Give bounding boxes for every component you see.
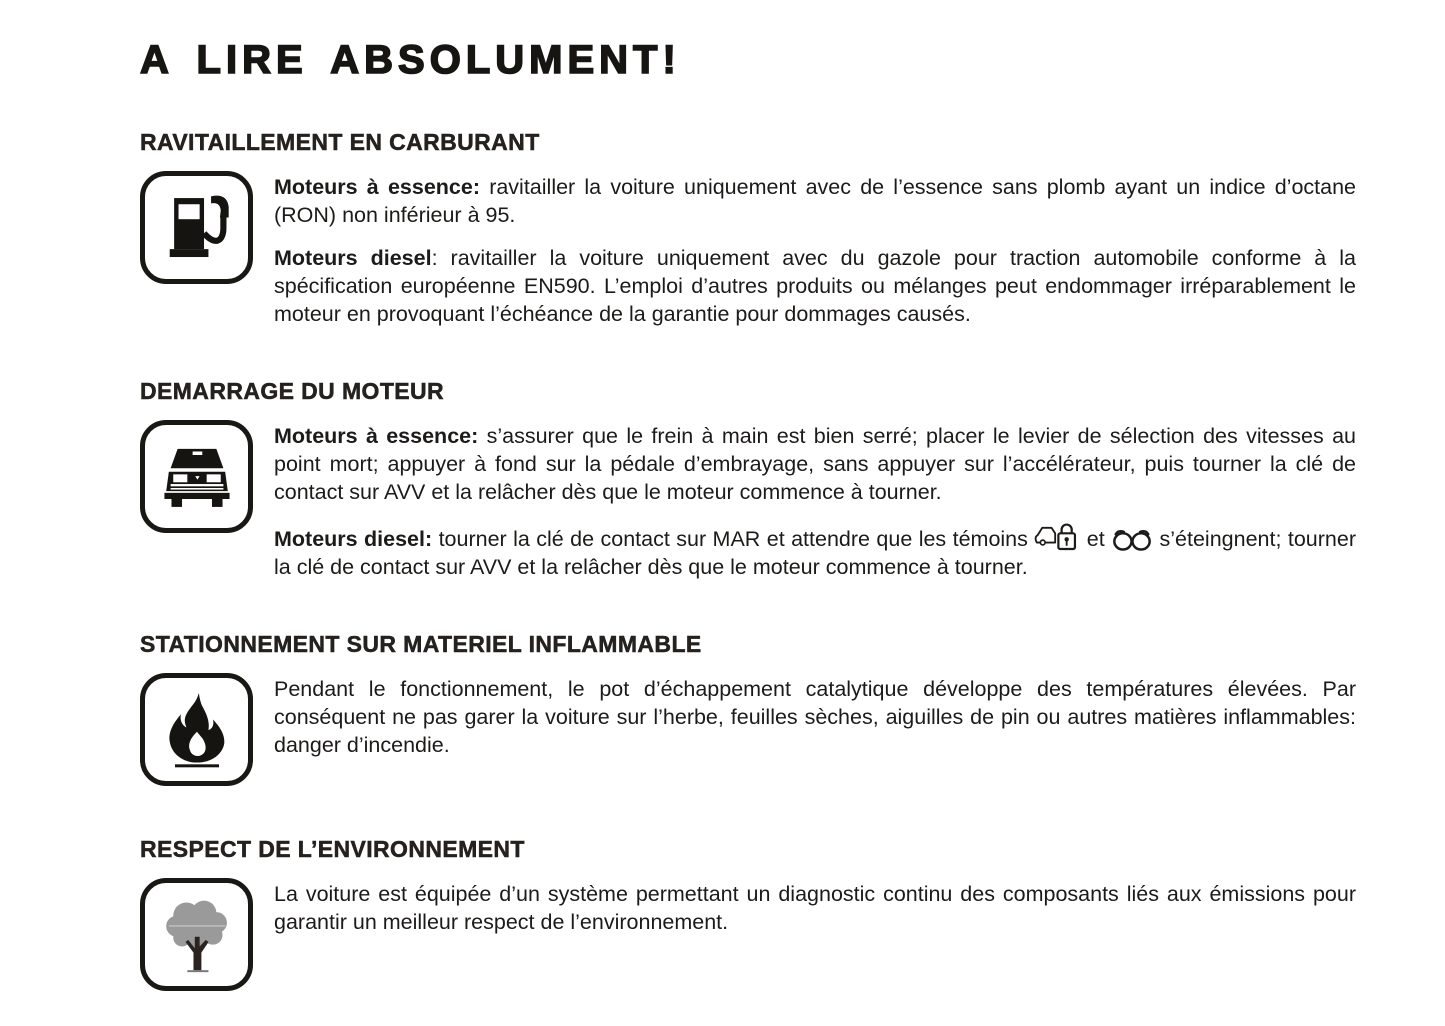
paragraph-lead: Moteurs diesel: — [274, 527, 433, 551]
section-text-environment — [274, 878, 1356, 936]
section-heading-parking: STATIONNEMENT SUR MATERIEL INFLAMMABLE — [140, 631, 702, 657]
flame-icon — [140, 673, 253, 786]
paragraph-body: s’éteingnent; tourner la clé de contact sur AVV et la relâcher dès que le moteur commence à tourner. — [274, 527, 1356, 579]
fiat-code-warning-lamp-icon — [1034, 521, 1080, 553]
section-refuelling — [140, 129, 1359, 328]
section-text-engine-start — [274, 420, 1356, 581]
section-text-parking — [274, 673, 1356, 759]
paragraph-petrol-start — [274, 422, 1356, 506]
section-heading-refuelling: RAVITAILLEMENT EN CARBURANT — [140, 129, 540, 155]
paragraph-parking — [274, 675, 1356, 759]
section-parking-flammable — [140, 631, 1359, 786]
section-environment — [140, 836, 1359, 991]
tree-icon — [140, 878, 253, 991]
paragraph-petrol-refuelling — [274, 173, 1356, 229]
paragraph-lead: Moteurs diesel — [274, 246, 432, 270]
paragraph-body: tourner la clé de contact sur MAR et attendre que les témoins — [432, 527, 1035, 551]
paragraph-body: et — [1080, 527, 1112, 551]
paragraph-lead: Moteurs à essence: — [274, 175, 480, 199]
paragraph-body: s’assurer que le frein à main est bien serré; placer le levier de sélection des vitesses au point mort; appuyer à fond sur la pédale d’embrayage, sans appuyer sur l’accélérateur, puis tourner la clé de contact sur AVV et la relâcher dès que le moteur commence à tourner. — [274, 424, 1356, 504]
glow-plug-warning-lamp-icon — [1111, 527, 1153, 553]
paragraph-body: : ravitailler la voiture uniquement avec du gazole pour traction automobile conforme à la spécification européenne EN590. L’emploi d’autres produits ou mélanges peut endommager irréparablement le moteur en provoquant l’échéance de la garantie pour dommages causés. — [274, 246, 1356, 326]
section-heading-environment: RESPECT DE L’ENVIRONNEMENT — [140, 836, 525, 862]
section-engine-start — [140, 378, 1359, 581]
section-text-refuelling — [274, 171, 1356, 328]
page-title: A LIRE ABSOLUMENT! — [140, 38, 681, 82]
paragraph-body: Pendant le fonctionnement, le pot d’échappement catalytique développe des températures élevées. Par conséquent ne pas garer la voiture sur l’herbe, feuilles sèches, aiguilles de pin ou autres matières inflammables: danger d’incendie. — [274, 677, 1356, 757]
section-heading-engine-start: DEMARRAGE DU MOTEUR — [140, 378, 445, 404]
paragraph-lead: Moteurs à essence: — [274, 424, 479, 448]
paragraph-body: La voiture est équipée d’un système permettant un diagnostic continu des composants liés aux émissions pour garantir un meilleur respect de l’environnement. — [274, 882, 1356, 934]
paragraph-body: ravitailler la voiture uniquement avec de l’essence sans plomb ayant un indice d’octane (RON) non inférieur à 95. — [274, 175, 1356, 227]
paragraph-diesel-refuelling — [274, 244, 1356, 328]
fuel-pump-icon — [140, 171, 253, 284]
paragraph-environment — [274, 880, 1356, 936]
car-front-icon — [140, 420, 253, 533]
paragraph-diesel-start — [274, 521, 1356, 581]
